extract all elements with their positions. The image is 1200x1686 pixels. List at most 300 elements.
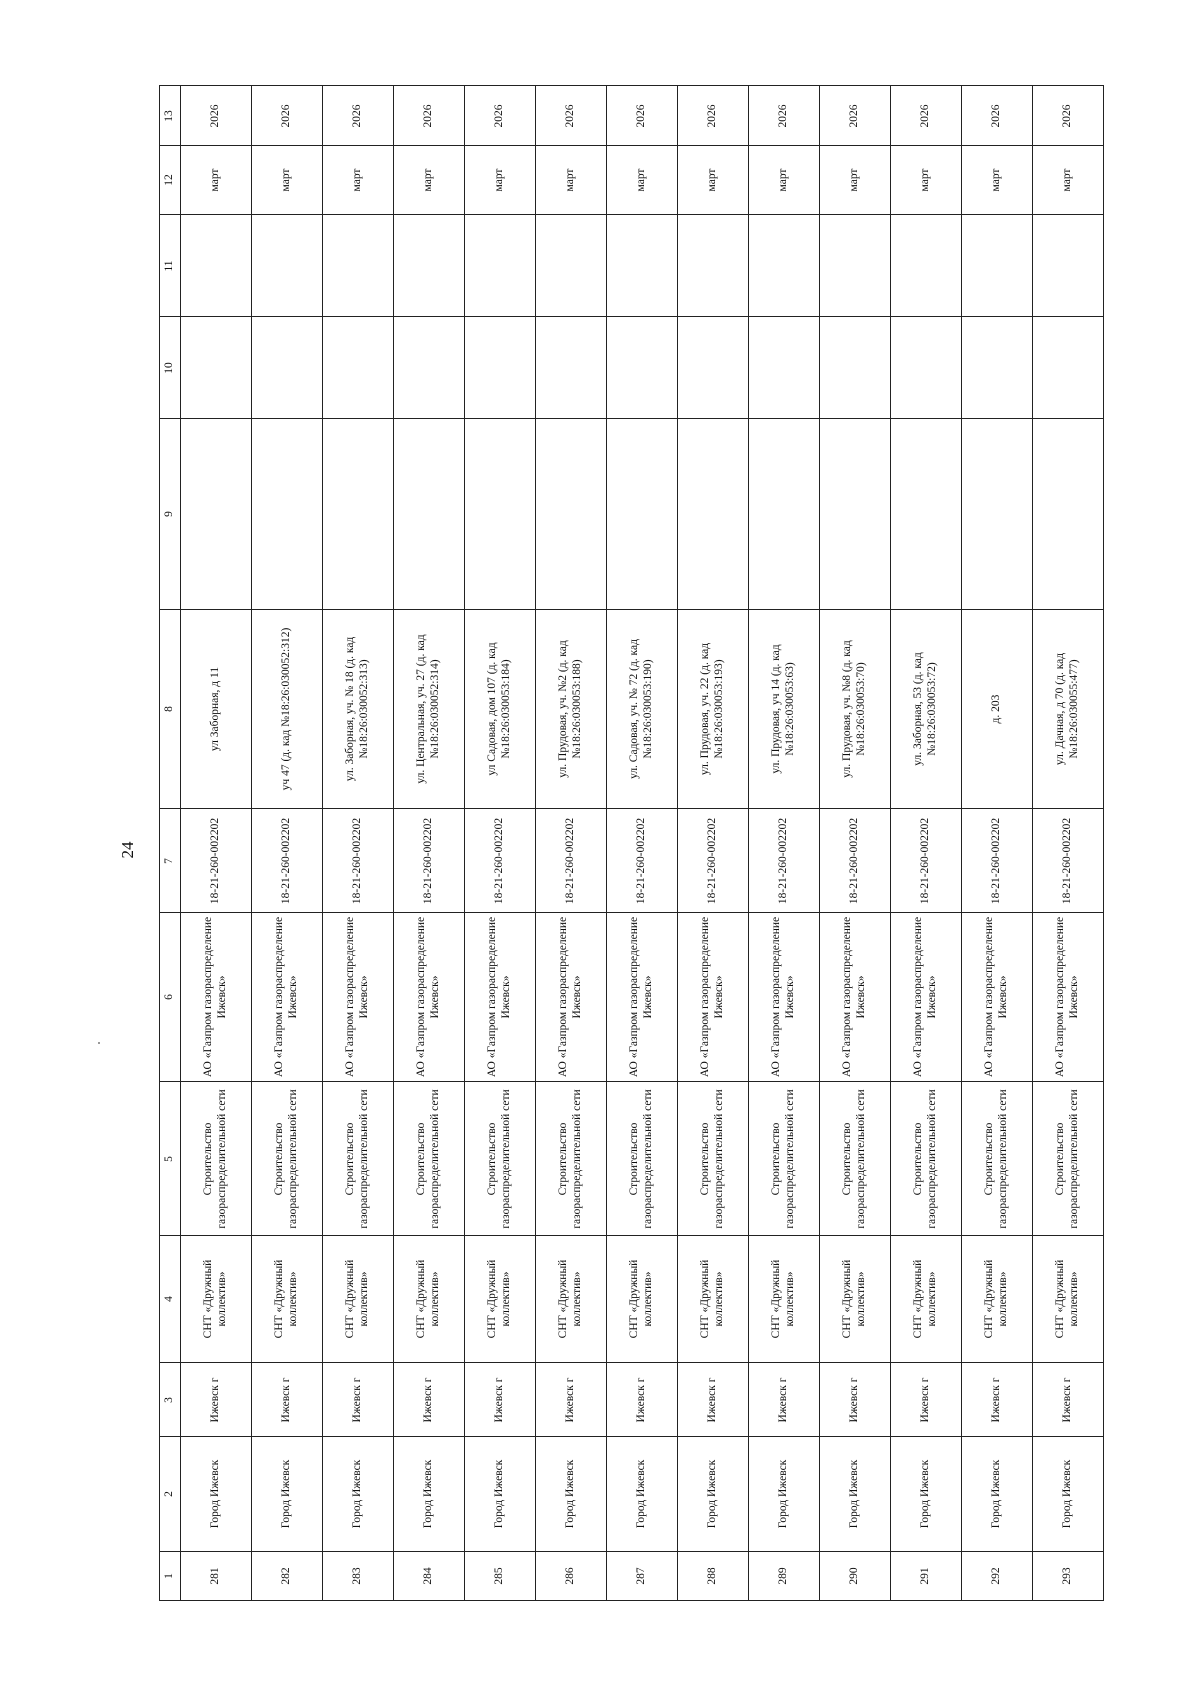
- municipality-text: Город Ижевск: [990, 1459, 1003, 1529]
- table-cell: [820, 146, 891, 215]
- table-cell: [252, 86, 323, 146]
- table-cell: [536, 1552, 607, 1601]
- municipality-text: Город Ижевск: [564, 1459, 577, 1529]
- table-cell: [607, 419, 678, 610]
- column-header-cell: [160, 913, 181, 1082]
- table-cell: [181, 1236, 252, 1363]
- column-9-row: [160, 419, 1104, 610]
- address-text: ул. Садовая, уч. № 72 (д. кад №18:26:030053:190): [628, 639, 654, 779]
- month-text: март: [493, 168, 506, 192]
- municipality-text: Город Ижевск: [280, 1459, 293, 1529]
- table-cell: [962, 809, 1033, 913]
- table-cell: [394, 317, 465, 419]
- table-cell: [465, 1552, 536, 1601]
- table-cell: [678, 1236, 749, 1363]
- table-cell: [607, 1363, 678, 1437]
- table-cell: [323, 146, 394, 215]
- table-cell: [252, 1236, 323, 1363]
- table-cell: [962, 1082, 1033, 1236]
- snt-text: СНТ «Дружный коллектив»: [557, 1259, 583, 1339]
- month-text: март: [919, 168, 932, 192]
- column-1-row: [160, 1552, 1104, 1601]
- table-cell: [536, 809, 607, 913]
- snt-text: СНТ «Дружный коллектив»: [486, 1259, 512, 1339]
- column-number: 7: [163, 857, 176, 864]
- code-text: 18-21-260-002202: [280, 817, 293, 904]
- table-cell: [962, 913, 1033, 1082]
- column-number: 9: [163, 511, 176, 517]
- column-header-cell: [160, 86, 181, 146]
- month-text: март: [990, 168, 1003, 192]
- table-cell: [820, 913, 891, 1082]
- municipality-text: Город Ижевск: [706, 1459, 719, 1529]
- table-cell: [678, 419, 749, 610]
- table-cell: [323, 913, 394, 1082]
- table-cell: [465, 1437, 536, 1552]
- table-cell: [536, 1363, 607, 1437]
- table-cell: [820, 86, 891, 146]
- table-cell: [252, 215, 323, 317]
- table-cell: [749, 809, 820, 913]
- table-cell: [536, 146, 607, 215]
- table-cell: [323, 1437, 394, 1552]
- table-cell: [607, 809, 678, 913]
- settlement-text: Ижевск г: [493, 1377, 506, 1422]
- table-cell: [394, 913, 465, 1082]
- settlement-text: Ижевск г: [280, 1377, 293, 1422]
- table-cell: [678, 317, 749, 419]
- table-cell: [962, 86, 1033, 146]
- code-text: 18-21-260-002202: [422, 817, 435, 904]
- address-text: ул. Центральная, уч. 27 (д. кад №18:26:030052:314): [415, 634, 441, 784]
- table-cell: [749, 215, 820, 317]
- table-cell: [962, 1437, 1033, 1552]
- table-cell: [394, 1236, 465, 1363]
- address-text: ул. Прудовая, уч. №8 (д. кад №18:26:030053:70): [841, 640, 867, 778]
- table-cell: [891, 1236, 962, 1363]
- snt-text: СНТ «Дружный коллектив»: [841, 1259, 867, 1339]
- month-text: март: [564, 168, 577, 192]
- org-text: АО «Газпром газораспределение Ижевск»: [486, 916, 512, 1078]
- table-cell: [1033, 1437, 1104, 1552]
- table-cell: [678, 913, 749, 1082]
- table-cell: [323, 419, 394, 610]
- table-cell: [678, 1363, 749, 1437]
- work-text: Строительство газораспределительной сети: [912, 1088, 938, 1229]
- column-number: 4: [163, 1296, 176, 1302]
- table-cell: [678, 215, 749, 317]
- year-text: 2026: [777, 104, 790, 127]
- table-cell: [536, 1437, 607, 1552]
- year-text: 2026: [280, 104, 293, 127]
- no-text: 284: [422, 1567, 435, 1585]
- table-cell: [962, 1552, 1033, 1601]
- column-header-cell: [160, 1437, 181, 1552]
- municipality-text: Город Ижевск: [351, 1459, 364, 1529]
- table-cell: [1033, 1082, 1104, 1236]
- table-cell: [323, 809, 394, 913]
- month-text: март: [706, 168, 719, 192]
- code-text: 18-21-260-002202: [209, 817, 222, 904]
- table-cell: [820, 1363, 891, 1437]
- table-cell: [181, 913, 252, 1082]
- no-text: 289: [777, 1567, 790, 1585]
- table-cell: [536, 913, 607, 1082]
- table-cell: [394, 419, 465, 610]
- org-text: АО «Газпром газораспределение Ижевск»: [273, 916, 299, 1078]
- no-text: 292: [990, 1567, 1003, 1585]
- column-2-row: [160, 1437, 1104, 1552]
- municipality-text: Город Ижевск: [1061, 1459, 1074, 1529]
- municipality-text: Город Ижевск: [422, 1459, 435, 1529]
- org-text: АО «Газпром газораспределение Ижевск»: [770, 916, 796, 1078]
- table-cell: [465, 913, 536, 1082]
- table-cell: [252, 317, 323, 419]
- table-cell: [465, 146, 536, 215]
- work-text: Строительство газораспределительной сети: [699, 1088, 725, 1229]
- work-text: Строительство газораспределительной сети: [628, 1088, 654, 1229]
- settlement-text: Ижевск г: [777, 1377, 790, 1422]
- work-text: Строительство газораспределительной сети: [202, 1088, 228, 1229]
- page-number: 24: [118, 841, 137, 859]
- table-cell: [1033, 1363, 1104, 1437]
- code-text: 18-21-260-002202: [564, 817, 577, 904]
- table-cell: [678, 1552, 749, 1601]
- column-7-row: [160, 809, 1104, 913]
- work-text: Строительство газораспределительной сети: [486, 1088, 512, 1229]
- work-text: Строительство газораспределительной сети: [557, 1088, 583, 1229]
- municipality-text: Город Ижевск: [635, 1459, 648, 1529]
- table-cell: [607, 1236, 678, 1363]
- table-cell: [1033, 419, 1104, 610]
- month-text: март: [1061, 168, 1074, 192]
- table-cell: [1033, 1236, 1104, 1363]
- org-text: АО «Газпром газораспределение Ижевск»: [841, 916, 867, 1078]
- address-text: ул. Заборная, 53 (д. кад №18:26:030053:72): [912, 652, 938, 766]
- table-cell: [678, 1437, 749, 1552]
- address-text: ул. Прудовая, уч. 22 (д. кад №18:26:030053:193): [699, 642, 725, 776]
- column-6-row: [160, 913, 1104, 1082]
- table-cell: [181, 419, 252, 610]
- table-cell: [891, 809, 962, 913]
- table-cell: [749, 86, 820, 146]
- column-header-cell: [160, 809, 181, 913]
- table-cell: [820, 1552, 891, 1601]
- table-cell: [252, 610, 323, 809]
- table-cell: [323, 1082, 394, 1236]
- table-cell: [1033, 913, 1104, 1082]
- table-cell: [465, 1082, 536, 1236]
- column-4-row: [160, 1236, 1104, 1363]
- table-cell: [181, 1363, 252, 1437]
- table-cell: [607, 86, 678, 146]
- table-cell: [465, 610, 536, 809]
- year-text: 2026: [209, 104, 222, 127]
- no-text: 287: [635, 1567, 648, 1585]
- year-text: 2026: [564, 104, 577, 127]
- table-cell: [252, 913, 323, 1082]
- table-cell: [465, 1363, 536, 1437]
- table-cell: [962, 215, 1033, 317]
- no-text: 291: [919, 1567, 932, 1585]
- column-header-cell: [160, 317, 181, 419]
- table-cell: [678, 146, 749, 215]
- address-text: ул. Прудовая, уч 14 (д. кад №18:26:030053:63): [770, 644, 796, 774]
- table-cell: [962, 317, 1033, 419]
- table-cell: [252, 809, 323, 913]
- table-cell: [394, 1082, 465, 1236]
- work-text: Строительство газораспределительной сети: [841, 1088, 867, 1229]
- table-cell: [536, 317, 607, 419]
- no-text: 281: [209, 1567, 222, 1585]
- org-text: АО «Газпром газораспределение Ижевск»: [912, 916, 938, 1078]
- table-cell: [962, 1236, 1033, 1363]
- settlement-text: Ижевск г: [848, 1377, 861, 1422]
- table-cell: [820, 1437, 891, 1552]
- table-cell: [962, 146, 1033, 215]
- code-text: 18-21-260-002202: [493, 817, 506, 904]
- table-cell: [749, 419, 820, 610]
- scan-speck: [98, 1042, 100, 1044]
- table-cell: [394, 1552, 465, 1601]
- municipality-text: Город Ижевск: [209, 1459, 222, 1529]
- table-cell: [394, 215, 465, 317]
- table-cell: [536, 86, 607, 146]
- year-text: 2026: [848, 104, 861, 127]
- org-text: АО «Газпром газораспределение Ижевск»: [344, 916, 370, 1078]
- work-text: Строительство газораспределительной сети: [344, 1088, 370, 1229]
- year-text: 2026: [706, 104, 719, 127]
- table-cell: [323, 317, 394, 419]
- month-text: март: [635, 168, 648, 192]
- snt-text: СНТ «Дружный коллектив»: [628, 1259, 654, 1339]
- table-cell: [394, 86, 465, 146]
- table-cell: [1033, 146, 1104, 215]
- column-number: 5: [163, 1155, 176, 1162]
- year-text: 2026: [990, 104, 1003, 127]
- settlement-text: Ижевск г: [209, 1377, 222, 1422]
- column-13-row: [160, 86, 1104, 146]
- settlement-text: Ижевск г: [422, 1377, 435, 1422]
- table-cell: [891, 317, 962, 419]
- table-cell: [323, 86, 394, 146]
- month-text: март: [280, 168, 293, 192]
- table-cell: [749, 1363, 820, 1437]
- org-text: АО «Газпром газораспределение Ижевск»: [1054, 916, 1080, 1078]
- column-header-cell: [160, 1236, 181, 1363]
- address-text: д. 203: [990, 694, 1003, 724]
- settlement-text: Ижевск г: [564, 1377, 577, 1422]
- table-cell: [252, 1082, 323, 1236]
- table-cell: [181, 86, 252, 146]
- org-text: АО «Газпром газораспределение Ижевск»: [557, 916, 583, 1078]
- table-cell: [394, 1437, 465, 1552]
- table-cell: [465, 419, 536, 610]
- no-text: 286: [564, 1567, 577, 1585]
- month-text: март: [848, 168, 861, 192]
- table-cell: [891, 1552, 962, 1601]
- code-text: 18-21-260-002202: [848, 817, 861, 904]
- address-text: ул. Прудовая, уч. №2 (д. кад №18:26:030053:188): [557, 640, 583, 778]
- table-cell: [678, 86, 749, 146]
- table-cell: [607, 1437, 678, 1552]
- table-cell: [607, 610, 678, 809]
- schedule-table: [159, 85, 1083, 1659]
- table-cell: [820, 809, 891, 913]
- table-cell: [607, 146, 678, 215]
- no-text: 283: [351, 1567, 364, 1585]
- table-cell: [323, 215, 394, 317]
- table-cell: [181, 317, 252, 419]
- table-cell: [749, 1552, 820, 1601]
- table-cell: [536, 610, 607, 809]
- work-text: Строительство газораспределительной сети: [770, 1088, 796, 1229]
- table-cell: [394, 610, 465, 809]
- column-header-cell: [160, 1552, 181, 1601]
- year-text: 2026: [351, 104, 364, 127]
- month-text: март: [209, 168, 222, 192]
- table-cell: [252, 1363, 323, 1437]
- table-cell: [252, 1437, 323, 1552]
- table-cell: [820, 1082, 891, 1236]
- column-number: 10: [163, 361, 176, 374]
- column-header-cell: [160, 1082, 181, 1236]
- month-text: март: [351, 168, 364, 192]
- code-text: 18-21-260-002202: [351, 817, 364, 904]
- month-text: март: [422, 168, 435, 192]
- table-cell: [607, 1082, 678, 1236]
- table-cell: [607, 913, 678, 1082]
- column-number: 2: [163, 1491, 176, 1497]
- snt-text: СНТ «Дружный коллектив»: [273, 1259, 299, 1339]
- table-cell: [394, 1363, 465, 1437]
- table-cell: [465, 86, 536, 146]
- table-cell: [1033, 215, 1104, 317]
- table-cell: [607, 215, 678, 317]
- table-cell: [749, 610, 820, 809]
- code-text: 18-21-260-002202: [1061, 817, 1074, 904]
- table-cell: [749, 1236, 820, 1363]
- org-text: АО «Газпром газораспределение Ижевск»: [415, 916, 441, 1078]
- snt-text: СНТ «Дружный коллектив»: [202, 1259, 228, 1339]
- table-cell: [820, 1236, 891, 1363]
- table-cell: [749, 1082, 820, 1236]
- code-text: 18-21-260-002202: [777, 817, 790, 904]
- table-cell: [749, 146, 820, 215]
- snt-text: СНТ «Дружный коллектив»: [699, 1259, 725, 1339]
- table-cell: [820, 610, 891, 809]
- no-text: 290: [848, 1567, 861, 1585]
- table-cell: [891, 86, 962, 146]
- table-cell: [891, 1082, 962, 1236]
- column-number: 13: [163, 109, 176, 122]
- table-cell: [181, 1437, 252, 1552]
- table-cell: [891, 913, 962, 1082]
- no-text: 282: [280, 1567, 293, 1585]
- table-cell: [891, 419, 962, 610]
- code-text: 18-21-260-002202: [706, 817, 719, 904]
- column-8-row: [160, 610, 1104, 809]
- code-text: 18-21-260-002202: [635, 817, 648, 904]
- year-text: 2026: [919, 104, 932, 127]
- column-10-row: [160, 317, 1104, 419]
- table-cell: [1033, 809, 1104, 913]
- address-text: ул Садовая, дом 107 (д. кад №18:26:030053:184): [486, 642, 512, 776]
- table-cell: [536, 215, 607, 317]
- table-cell: [181, 215, 252, 317]
- table-cell: [536, 1082, 607, 1236]
- year-text: 2026: [1061, 104, 1074, 127]
- table-cell: [749, 317, 820, 419]
- org-text: АО «Газпром газораспределение Ижевск»: [202, 916, 228, 1078]
- table-cell: [607, 1552, 678, 1601]
- table-cell: [252, 419, 323, 610]
- org-text: АО «Газпром газораспределение Ижевск»: [983, 916, 1009, 1078]
- table-cell: [1033, 317, 1104, 419]
- table-cell: [465, 1236, 536, 1363]
- no-text: 293: [1061, 1567, 1074, 1585]
- table-cell: [1033, 610, 1104, 809]
- snt-text: СНТ «Дружный коллектив»: [415, 1259, 441, 1339]
- work-text: Строительство газораспределительной сети: [415, 1088, 441, 1229]
- snt-text: СНТ «Дружный коллектив»: [912, 1259, 938, 1339]
- column-header-cell: [160, 419, 181, 610]
- column-number: 8: [163, 706, 176, 712]
- table-cell: [891, 1437, 962, 1552]
- table-cell: [891, 215, 962, 317]
- table-cell: [323, 1236, 394, 1363]
- settlement-text: Ижевск г: [990, 1377, 1003, 1422]
- table-cell: [323, 1552, 394, 1601]
- table-cell: [607, 317, 678, 419]
- column-12-row: [160, 146, 1104, 215]
- table-cell: [749, 913, 820, 1082]
- column-number: 6: [163, 994, 176, 1000]
- month-text: март: [777, 168, 790, 192]
- table-cell: [323, 610, 394, 809]
- table-cell: [465, 809, 536, 913]
- table-cell: [181, 809, 252, 913]
- snt-text: СНТ «Дружный коллектив»: [344, 1259, 370, 1339]
- table-cell: [181, 1552, 252, 1601]
- table-cell: [820, 317, 891, 419]
- column-5-row: [160, 1082, 1104, 1236]
- column-3-row: [160, 1363, 1104, 1437]
- snt-text: СНТ «Дружный коллектив»: [770, 1259, 796, 1339]
- org-text: АО «Газпром газораспределение Ижевск»: [699, 916, 725, 1078]
- settlement-text: Ижевск г: [706, 1377, 719, 1422]
- work-text: Строительство газораспределительной сети: [983, 1088, 1009, 1229]
- snt-text: СНТ «Дружный коллектив»: [1054, 1259, 1080, 1339]
- table-cell: [1033, 86, 1104, 146]
- address-text: ул. Заборная, уч. № 18 (д. кад №18:26:030052:313): [344, 636, 370, 782]
- settlement-text: Ижевск г: [1061, 1377, 1074, 1422]
- address-text: ул. Дачная, д 70 (д. кад №18:26:030055:477): [1054, 652, 1080, 766]
- year-text: 2026: [493, 104, 506, 127]
- org-text: АО «Газпром газораспределение Ижевск»: [628, 916, 654, 1078]
- work-text: Строительство газораспределительной сети: [273, 1088, 299, 1229]
- year-text: 2026: [635, 104, 648, 127]
- code-text: 18-21-260-002202: [919, 817, 932, 904]
- municipality-text: Город Ижевск: [493, 1459, 506, 1529]
- work-text: Строительство газораспределительной сети: [1054, 1088, 1080, 1229]
- settlement-text: Ижевск г: [919, 1377, 932, 1422]
- table-cell: [181, 1082, 252, 1236]
- column-header-cell: [160, 610, 181, 809]
- table-cell: [465, 317, 536, 419]
- snt-text: СНТ «Дружный коллектив»: [983, 1259, 1009, 1339]
- address-text: уч 47 (д. кад №18:26:030052:312): [280, 627, 293, 791]
